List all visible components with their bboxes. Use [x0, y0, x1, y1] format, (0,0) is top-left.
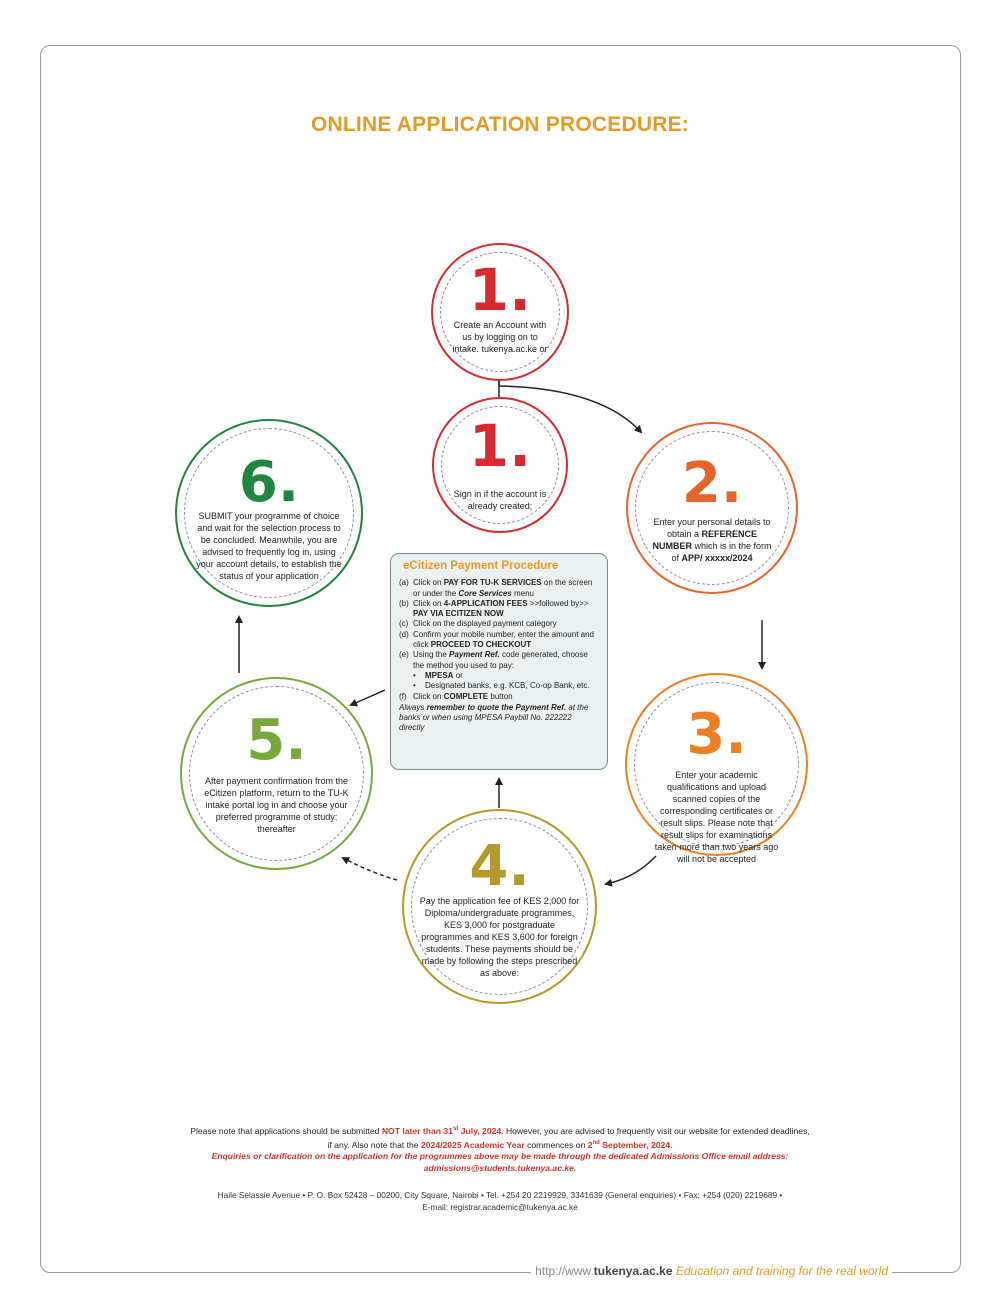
contact-email[interactable]: E-mail: registrar.academic@tukenya.ac.ke: [422, 1202, 578, 1212]
ecitizen-title: eCitizen Payment Procedure: [403, 560, 559, 572]
step-6-circle: [175, 419, 363, 607]
ecitizen-bullet-mpesa: • MPESA or: [399, 671, 599, 681]
page-title: ONLINE APPLICATION PROCEDURE:: [311, 113, 689, 136]
ecitizen-step-c: (c) Click on the displayed payment category: [399, 619, 557, 629]
step-4-circle: [402, 809, 597, 1004]
step-3-text: Enter your academic qualifications and upload scanned copies of the corresponding certificates or result slips. Please note that result slips for examinations taken more than two years ago will not be accepted: [654, 770, 779, 864]
step-1-number: 1.: [468, 256, 532, 324]
step-1b-number: 1.: [468, 412, 532, 480]
step-3-number: 3.: [686, 702, 747, 767]
step-5-circle: [180, 677, 373, 870]
step-1-text: Create an Account with us by logging on to intake. tukenya.ac.ke or: [452, 320, 548, 354]
step-3-circle: [625, 673, 808, 864]
ecitizen-step-a: (a) Click on PAY FOR TU-K SERVICES on the screen or under the Core Services menu: [399, 578, 593, 598]
contact-info: [0, 1189, 1000, 1213]
step-1b-text: Sign in if the account is already created;: [453, 489, 547, 511]
ecitizen-bullet-banks: • Designated banks, e.g. KCB, Co-op Bank, etc.: [399, 681, 599, 691]
step-2-number: 2.: [681, 451, 743, 516]
admissions-email[interactable]: admissions@students.tukenya.ac.ke.: [423, 1163, 577, 1173]
step-1-circle: [431, 243, 569, 381]
step-4-number: 4.: [469, 834, 530, 899]
ecitizen-procedure-box: [390, 553, 608, 770]
tagline: Education and training for the real world: [675, 1264, 888, 1278]
step-5-number: 5.: [246, 708, 307, 773]
step-5-text: After payment confirmation from the eCitizen platform, return to the TU-K intake portal log in and choose your preferred programme of study; thereafter: [204, 776, 349, 834]
ecitizen-note: Always remember to quote the Payment Ref. at the banks or when using MPESA Paybill No. 222222 directly: [399, 702, 589, 733]
step-2-circle: [626, 422, 798, 594]
ecitizen-step-b: (b) Click on 4-APPLICATION FEES >>followed by>> PAY VIA ECITIZEN NOW: [399, 598, 589, 619]
deadline-note: Please note that applications should be submitted NOT later than 31st July, 2024. However, you are advised to frequently visit our website for extended deadlines, if any. Also note that the 2024/2025 Academic Year commences on 2nd September, 2024.: [190, 1125, 810, 1150]
ecitizen-step-e: (e) Using the Payment Ref. code generated, choose the method you used to pay:: [399, 650, 588, 670]
website-link[interactable]: tukenya.ac.ke: [593, 1264, 673, 1278]
step-6-text: SUBMIT your programme of choice and wait for the selection process to be concluded. Meanwhile, you are advised to frequently log in, using your account details, to establish the status of your application: [196, 511, 342, 581]
step-4-text: Pay the application fee of KES 2,000 for Diploma/undergraduate programmes, KES 3,000 for postgraduate programmes and KES 3,600 for foreign students. These payments should be made by following the steps prescribed as above:: [419, 896, 580, 978]
contact-address: Haile Selassie Avenue • P. O. Box 52428 – 00200, City Square, Nairobi • Tel. +254 20 2219929, 3341639 (General enquiries) • Fax: +254 (020) 2219689 •: [217, 1190, 783, 1200]
website-brand: [531, 1264, 892, 1278]
ecitizen-step-d: (d) Confirm your mobile number, enter the amount and click PROCEED TO CHECKOUT: [399, 629, 594, 650]
arrow-ecitizen-to-5: [351, 690, 385, 705]
step-1b-circle: [432, 397, 568, 533]
arrow-4-to-5: [343, 858, 397, 880]
ecitizen-step-f: (f) Click on COMPLETE button: [399, 691, 513, 701]
step-2-text: Enter your personal details to obtain a REFERENCE NUMBER which is in the form of APP/ xxxxx/2024: [652, 517, 772, 563]
url-prefix: http://www.: [535, 1264, 594, 1278]
enquiries-note: Enquiries or clarification on the application for the programmes above may be made through the dedicated Admissions Office email address: admissions@students.tukenya.ac.ke.: [211, 1151, 789, 1173]
step-6-number: 6.: [238, 450, 300, 515]
